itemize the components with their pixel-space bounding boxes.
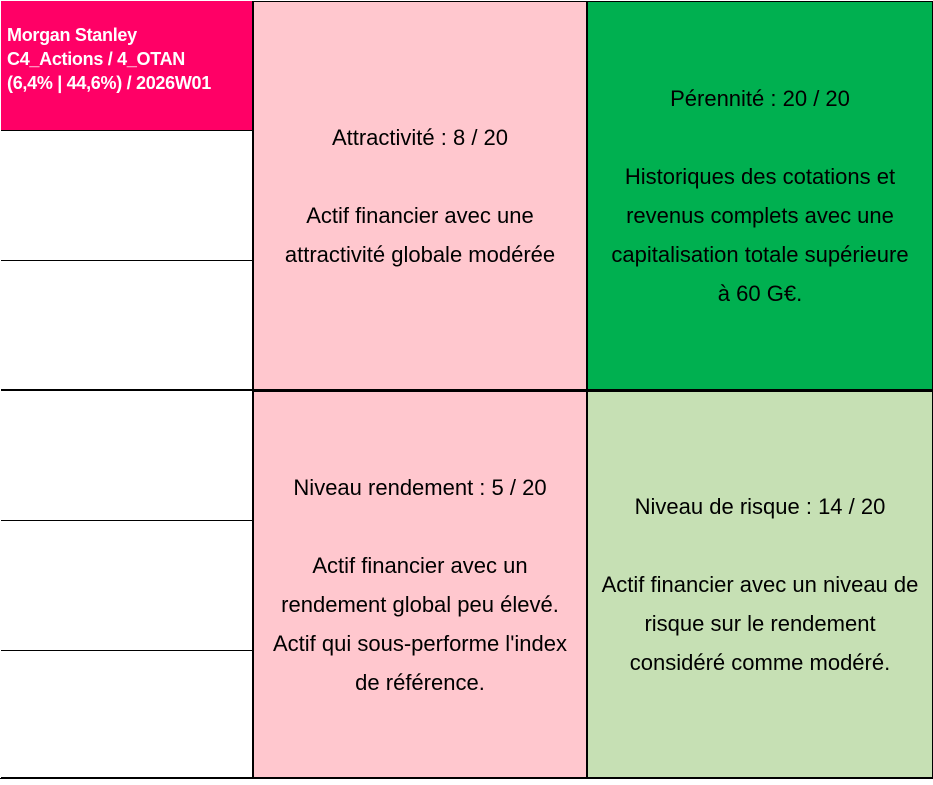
rendement-score-card — [253, 391, 587, 778]
asset-period: (6,4% | 44,6%) / 2026W01 — [7, 73, 211, 93]
perennite-score-card — [587, 1, 933, 391]
asset-header — [1, 1, 253, 131]
description-line: Actif financier avec une — [306, 202, 534, 228]
description-line: revenus complets avec une — [626, 202, 894, 228]
perennite-description — [611, 157, 908, 313]
description-line: considéré comme modéré. — [629, 650, 891, 675]
description-line: Historiques des cotations et — [624, 163, 896, 189]
description-line: risque sur le rendement — [644, 611, 876, 636]
empty-cell — [1, 131, 253, 261]
risque-title: Niveau de risque : 14 / 20 — [634, 494, 886, 519]
empty-cell — [1, 521, 253, 651]
risque-description — [602, 565, 919, 682]
description-line: attractivité globale modérée — [284, 241, 556, 267]
description-line: rendement global peu élevé. — [281, 591, 559, 617]
asset-name: Morgan Stanley — [7, 25, 137, 45]
rendement-description — [273, 546, 567, 702]
rendement-title: Niveau rendement : 5 / 20 — [293, 474, 547, 500]
description-line: de référence. — [355, 669, 485, 695]
empty-cell — [1, 651, 253, 778]
attractivite-title: Attractivité : 8 / 20 — [331, 124, 509, 150]
empty-cell — [1, 261, 253, 391]
attractivite-description — [285, 196, 555, 274]
empty-cell — [1, 391, 253, 521]
attractivite-score-card — [253, 1, 587, 391]
description-line: Actif financier avec un niveau de — [601, 572, 919, 597]
bottom-border — [0, 778, 933, 785]
risque-score-card — [587, 391, 933, 778]
description-line: capitalisation totale supérieure — [611, 241, 909, 267]
description-line: Actif qui sous-performe l'index — [273, 630, 567, 656]
description-line: à 60 G€. — [717, 280, 803, 306]
description-line: Actif financier avec un — [312, 552, 528, 578]
perennite-title: Pérennité : 20 / 20 — [670, 85, 850, 111]
asset-category: C4_Actions / 4_OTAN — [7, 49, 186, 69]
